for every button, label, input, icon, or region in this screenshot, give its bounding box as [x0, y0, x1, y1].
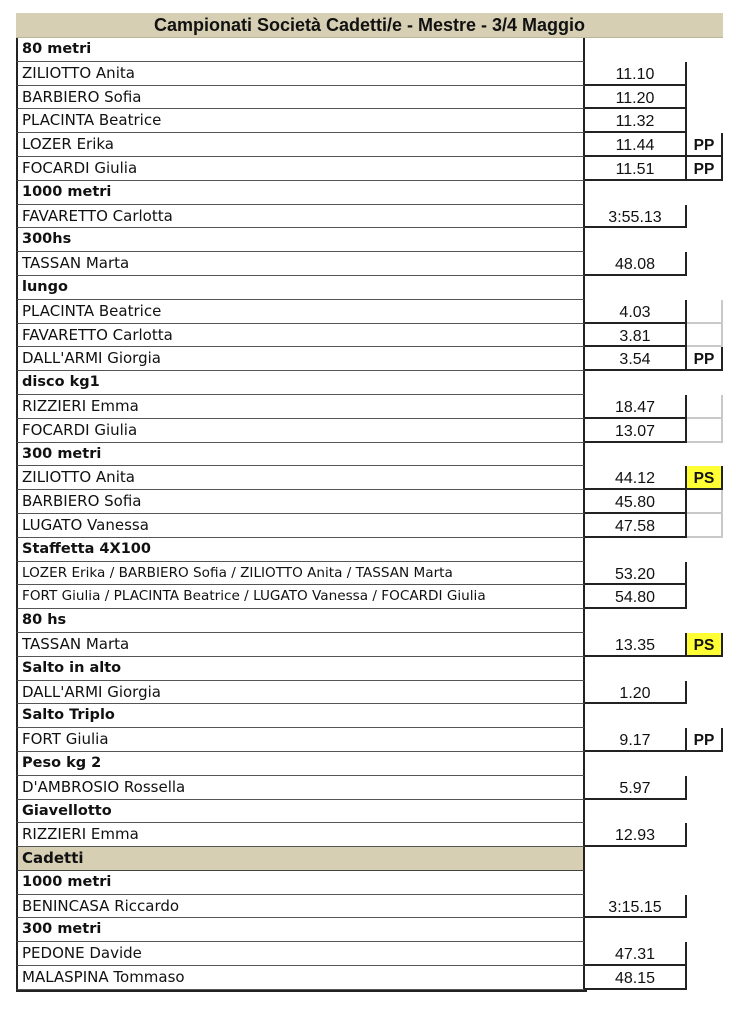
result-value: 13.07 [585, 419, 687, 443]
event-name: Salto in alto [16, 657, 585, 681]
table-row [16, 324, 740, 348]
athlete-name: LOZER Erika / BARBIERO Sofia / ZILIOTTO Anita / TASSAN Marta [16, 562, 585, 586]
event-name: disco kg1 [16, 371, 585, 395]
result-value: 18.47 [585, 395, 687, 419]
table-row [16, 205, 740, 229]
score-badge: PP [687, 157, 723, 181]
athlete-name: PEDONE Davide [16, 942, 585, 966]
result-value: 11.20 [585, 86, 687, 110]
table-row [16, 419, 740, 443]
table-row [16, 514, 740, 538]
table-row [16, 347, 740, 371]
table-row [16, 133, 740, 157]
section-band [16, 847, 740, 871]
event-header-row [16, 38, 740, 62]
event-name: 300 metri [16, 918, 585, 942]
result-value: 11.32 [585, 109, 687, 133]
athlete-name: BARBIERO Sofia [16, 86, 585, 110]
athlete-name: TASSAN Marta [16, 633, 585, 657]
table-row [16, 86, 740, 110]
result-value: 3:55.13 [585, 205, 687, 229]
result-value: 5.97 [585, 776, 687, 800]
table-row [16, 895, 740, 919]
table-row [16, 490, 740, 514]
event-name: 80 hs [16, 609, 585, 633]
result-value: 47.31 [585, 942, 687, 966]
athlete-name: FORT Giulia / PLACINTA Beatrice / LUGATO Vanessa / FOCARDI Giulia [16, 585, 585, 609]
event-header-row [16, 371, 740, 395]
event-name: lungo [16, 276, 585, 300]
score-badge: PP [687, 133, 723, 157]
athlete-name: MALASPINA Tommaso [16, 966, 585, 990]
score-badge: PS [687, 633, 723, 657]
event-header-row [16, 443, 740, 467]
event-name: Peso kg 2 [16, 752, 585, 776]
athlete-name: PLACINTA Beatrice [16, 300, 585, 324]
result-value: 3.81 [585, 324, 687, 348]
table-row [16, 585, 740, 609]
table-row [16, 157, 740, 181]
result-value: 11.44 [585, 133, 687, 157]
result-value: 3.54 [585, 347, 687, 371]
result-value: 13.35 [585, 633, 687, 657]
table-row [16, 966, 740, 990]
result-value: 1.20 [585, 681, 687, 705]
athlete-name: FORT Giulia [16, 728, 585, 752]
result-value: 9.17 [585, 728, 687, 752]
score-badge [687, 514, 723, 538]
event-name: 80 metri [16, 38, 585, 62]
event-name: Salto Triplo [16, 704, 585, 728]
athlete-name: FAVARETTO Carlotta [16, 205, 585, 229]
event-header-row [16, 276, 740, 300]
table-row [16, 395, 740, 419]
result-value: 47.58 [585, 514, 687, 538]
score-badge: PP [687, 728, 723, 752]
table-row [16, 942, 740, 966]
table-row [16, 728, 740, 752]
event-name: 1000 metri [16, 181, 585, 205]
athlete-name: TASSAN Marta [16, 252, 585, 276]
table-row [16, 300, 740, 324]
table-row [16, 562, 740, 586]
event-header-row [16, 752, 740, 776]
table-row [16, 633, 740, 657]
athlete-name: LUGATO Vanessa [16, 514, 585, 538]
event-header-row [16, 228, 740, 252]
table-row [16, 62, 740, 86]
athlete-name: FAVARETTO Carlotta [16, 324, 585, 348]
event-name: 1000 metri [16, 871, 585, 895]
athlete-name: BENINCASA Riccardo [16, 895, 585, 919]
result-value: 48.08 [585, 252, 687, 276]
result-value: 3:15.15 [585, 895, 687, 919]
result-value: 48.15 [585, 966, 687, 990]
page-title: Campionati Società Cadetti/e - Mestre - 3/4 Maggio [16, 13, 723, 38]
athlete-name: LOZER Erika [16, 133, 585, 157]
event-header-row [16, 609, 740, 633]
table-row [16, 466, 740, 490]
result-value: 12.93 [585, 823, 687, 847]
table-row [16, 681, 740, 705]
result-value: 4.03 [585, 300, 687, 324]
event-name: 300 metri [16, 443, 585, 467]
event-header-row [16, 538, 740, 562]
category-label: Cadetti [16, 847, 585, 871]
result-value: 54.80 [585, 585, 687, 609]
result-value: 44.12 [585, 466, 687, 490]
event-header-row [16, 181, 740, 205]
athlete-name: RIZZIERI Emma [16, 395, 585, 419]
event-header-row [16, 800, 740, 824]
athlete-name: RIZZIERI Emma [16, 823, 585, 847]
table-row [16, 109, 740, 133]
athlete-name: DALL'ARMI Giorgia [16, 347, 585, 371]
result-value: 53.20 [585, 562, 687, 586]
athlete-name: ZILIOTTO Anita [16, 466, 585, 490]
table-row [16, 823, 740, 847]
score-badge [687, 300, 723, 324]
event-header-row [16, 918, 740, 942]
event-name: Staffetta 4X100 [16, 538, 585, 562]
athlete-name: FOCARDI Giulia [16, 419, 585, 443]
result-value: 45.80 [585, 490, 687, 514]
event-name: 300hs [16, 228, 585, 252]
score-badge [687, 490, 723, 514]
event-header-row [16, 704, 740, 728]
event-header-row [16, 871, 740, 895]
score-badge: PS [687, 466, 723, 490]
score-badge [687, 324, 723, 348]
table-row [16, 252, 740, 276]
score-badge [687, 419, 723, 443]
score-badge: PP [687, 347, 723, 371]
athlete-name: D'AMBROSIO Rossella [16, 776, 585, 800]
table-bottom-border [16, 990, 587, 992]
result-value: 11.10 [585, 62, 687, 86]
athlete-name: BARBIERO Sofia [16, 490, 585, 514]
event-name: Giavellotto [16, 800, 585, 824]
results-table [16, 38, 740, 990]
athlete-name: PLACINTA Beatrice [16, 109, 585, 133]
athlete-name: ZILIOTTO Anita [16, 62, 585, 86]
athlete-name: DALL'ARMI Giorgia [16, 681, 585, 705]
athlete-name: FOCARDI Giulia [16, 157, 585, 181]
result-value: 11.51 [585, 157, 687, 181]
table-row [16, 776, 740, 800]
score-badge [687, 395, 723, 419]
event-header-row [16, 657, 740, 681]
